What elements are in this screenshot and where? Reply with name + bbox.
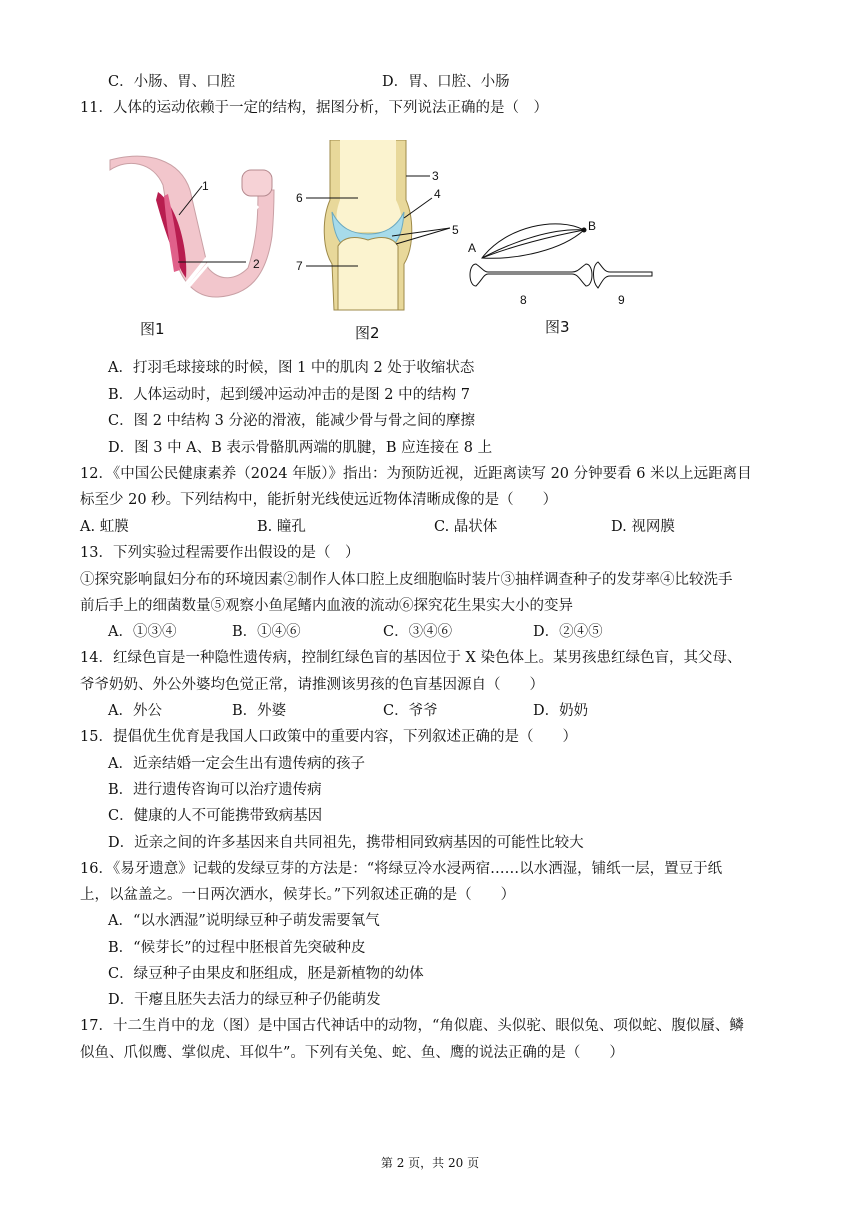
q11-option-d: D．图 3 中 A、B 表示骨骼肌两端的肌腱，B 应连接在 8 上: [108, 440, 493, 456]
q13-stem: 13．下列实验过程需要作出假设的是（ ）: [80, 545, 360, 561]
label-3: 3: [432, 169, 439, 183]
figure-3-caption: 图3: [545, 318, 570, 336]
q13-option-c: C．③④⑥: [383, 624, 453, 640]
label-5: 5: [452, 223, 459, 237]
q13-option-a: A．①③④: [108, 624, 177, 640]
label-b: B: [588, 219, 597, 233]
q12-option-d: D. 视网膜: [611, 519, 675, 535]
q10-option-d: D．胃、口腔、小肠: [382, 74, 510, 90]
q13-option-b: B．①④⑥: [232, 624, 301, 640]
q14-option-a: A．外公: [108, 703, 162, 719]
figure-2-caption: 图2: [355, 324, 380, 342]
q15-option-b: B．进行遗传咨询可以治疗遗传病: [108, 782, 322, 798]
q13-option-d: D．②④⑤: [533, 624, 603, 640]
q11-option-b: B．人体运动时，起到缓冲运动冲击的是图 2 中的结构 7: [108, 387, 470, 403]
q12-stem-line2: 标至少 20 秒。下列结构中，能折射光线使远近物体清晰成像的是（ ）: [80, 492, 558, 508]
q12-option-c: C. 晶状体: [434, 519, 498, 535]
figure-3-muscle-bones: [462, 210, 662, 310]
figure-2-joint: [292, 140, 482, 320]
label-a: A: [468, 241, 477, 255]
label-7: 7: [296, 259, 303, 273]
figure-1-arm: [108, 150, 288, 310]
q16-option-c: C．绿豆种子由果皮和胚组成，胚是新植物的幼体: [108, 966, 424, 982]
q12-option-a: A. 虹膜: [80, 519, 129, 535]
q14-option-c: C．爷爷: [383, 703, 438, 719]
q17-stem-line2: 似鱼、爪似鹰、掌似虎、耳似牛”。下列有关兔、蛇、鱼、鹰的说法正确的是（ ）: [80, 1045, 624, 1061]
label-1: 1: [202, 179, 209, 193]
q16-option-b: B．“候芽长”的过程中胚根首先突破种皮: [108, 940, 366, 956]
q11-stem: 11．人体的运动依赖于一定的结构，据图分析，下列说法正确的是（ ）: [80, 100, 548, 116]
q15-option-c: C．健康的人不可能携带致病基因: [108, 808, 323, 824]
label-2: 2: [253, 257, 260, 271]
q15-option-d: D．近亲之间的许多基因来自共同祖先，携带相同致病基因的可能性比较大: [108, 835, 584, 851]
label-6: 6: [296, 191, 303, 205]
label-4: 4: [434, 187, 441, 201]
q16-option-d: D．干瘪且胚失去活力的绿豆种子仍能萌发: [108, 992, 381, 1008]
q15-stem: 15．提倡优生优育是我国人口政策中的重要内容，下列叙述正确的是（ ）: [80, 729, 577, 745]
q15-option-a: A．近亲结婚一定会生出有遗传病的孩子: [108, 756, 365, 772]
q14-stem-line2: 爷爷奶奶、外公外婆均色觉正常，请推测该男孩的色盲基因源自（ ）: [80, 677, 544, 693]
q13-items-line2: 前后手上的细菌数量⑤观察小鱼尾鳍内血液的流动⑥探究花生果实大小的变异: [80, 598, 573, 614]
q14-option-d: D．奶奶: [533, 703, 589, 719]
q14-stem-line1: 14．红绿色盲是一种隐性遗传病，控制红绿色盲的基因位于 X 染色体上。某男孩患红绿色盲，其父母、: [80, 650, 742, 666]
q14-option-b: B．外婆: [232, 703, 287, 719]
label-9: 9: [618, 293, 625, 307]
q12-option-b: B. 瞳孔: [257, 519, 306, 535]
label-8: 8: [520, 293, 527, 307]
figure-1-caption: 图1: [140, 320, 165, 338]
q12-stem-line1: 12．《中国公民健康素养（2024 年版）》指出：为预防近视，近距离读写 20 分钟要看 6 米以上远距离目: [80, 466, 752, 482]
q13-items-line1: ①探究影响鼠妇分布的环境因素②制作人体口腔上皮细胞临时装片③抽样调查种子的发芽率④比较洗手: [80, 572, 733, 588]
q16-stem-line2: 上，以盆盖之。一日两次洒水，候芽长。”下列叙述正确的是（ ）: [80, 887, 516, 903]
q17-stem-line1: 17．十二生肖中的龙（图）是中国古代神话中的动物，“角似鹿、头似驼、眼似兔、项似蛇、腹似蜃、鳞: [80, 1018, 744, 1034]
q11-option-c: C．图 2 中结构 3 分泌的滑液，能减少骨与骨之间的摩擦: [108, 413, 475, 429]
page-footer: 第 2 页，共 20 页: [380, 1156, 480, 1170]
q16-option-a: A．“以水洒湿”说明绿豆种子萌发需要氧气: [108, 913, 380, 929]
q16-stem-line1: 16．《易牙遗意》记载的发绿豆芽的方法是：“将绿豆冷水浸两宿……以水洒湿，铺纸一层，置豆于纸: [80, 861, 723, 877]
q11-option-a: A．打羽毛球接球的时候，图 1 中的肌肉 2 处于收缩状态: [108, 360, 475, 376]
q10-option-c: C．小肠、胃、口腔: [108, 74, 236, 90]
